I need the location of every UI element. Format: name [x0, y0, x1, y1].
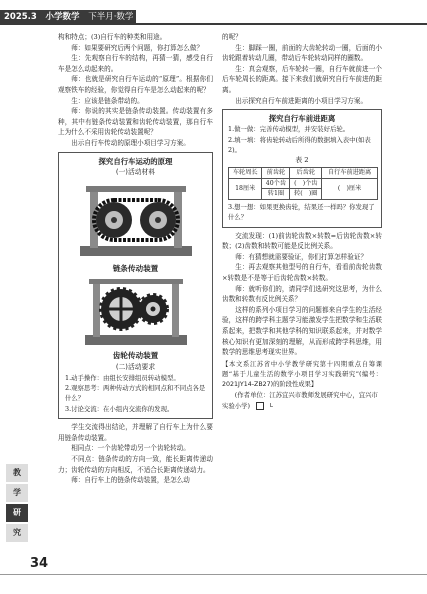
requirement-item: 1.动手操作：由组长安排组员转动模型。	[65, 373, 180, 382]
activity-box-principle	[58, 152, 213, 420]
requirements-heading: (二)活动要求	[115, 362, 156, 371]
header-banner	[0, 10, 136, 25]
left-column	[58, 32, 213, 486]
step-item: 1.做一做：完善传动模型，并安装好后轮。	[228, 125, 350, 134]
paragraph: 出示自行车传动的原理小项目学习方案。	[71, 138, 190, 147]
gear-drive-caption: 齿轮传动装置	[112, 350, 159, 360]
project-note: 【本文系江苏省中小学教学研究第十四期重点自筹课题“基于儿童生活的数学小项目学习实践研究”(编号：2021JY14-ZB27)的阶段性成果】	[222, 360, 382, 389]
paragraph: 师：自行车上的链条传动装置，是怎么动	[71, 476, 190, 485]
page-number: 34	[30, 556, 49, 571]
paragraph: 师：就听你们的，请同学们选研究这思考，为什么齿数和转数有反比例关系？	[222, 284, 382, 304]
paragraph: 不同点：链条传动的方向一致，能长距离传递动力；齿轮传动的方向相反，不适合长距离传递动力。	[58, 454, 213, 474]
section-tab: 学	[6, 484, 28, 502]
activity-box-distance	[222, 109, 382, 228]
paragraph: 师：你说的其实是链条传动装置。传动装置有多种，其中有链条传动装置和齿轮传动装置，那自行车上为什么不采用齿轮传动装置呢？	[58, 107, 213, 137]
section-tab: 究	[6, 524, 28, 542]
issue-number: 2025.3	[4, 12, 37, 22]
paragraph: 这样的系列小项目学习的问题都来自学生的生活经验，这样的跨学科主题学习能激发学生把数学和生活联系起来，把数学和其他学科的知识联系起来，并对数学核心知识有更加深刻的理解，从而形成跨学科思维，用数学的思维思考现实世界。	[222, 305, 382, 357]
author-affiliation	[222, 390, 382, 411]
author-text: (作者单位：江苏宜兴市教师发展研究中心，宜兴市实验小学)	[222, 391, 378, 410]
magazine-name: 小学数学	[45, 12, 80, 22]
step-item: 2.填一填：将齿轮转动后所得的数据填入表中(如表2)。	[228, 135, 371, 154]
section-tab: 教	[6, 464, 28, 482]
table-cell: 转( )圈	[290, 189, 322, 200]
end-mark-icon: L	[256, 402, 264, 410]
header-rule	[136, 23, 427, 25]
paragraph: 师：有猜想就需要验证，你们打算怎样验证？	[235, 252, 368, 261]
table-cell: 40个齿	[262, 178, 290, 189]
paragraph: 出示探究自行车前进距离的小项目学习方案。	[235, 96, 368, 105]
table-cell: ( )个齿	[290, 178, 322, 189]
box-title: 探究自行车前进距离	[268, 114, 336, 124]
paragraph: 生：应该是链条带动的。	[71, 96, 144, 105]
step-item: 3.想一想：如果更换齿轮，结果还一样吗？你发现了什么？	[228, 202, 375, 222]
gear-drive-photo	[81, 277, 191, 349]
page-header	[0, 10, 427, 25]
table-header: 前齿轮	[262, 168, 290, 179]
paragraph: 的呢？	[222, 33, 242, 41]
section-tabs	[6, 464, 28, 544]
paragraph: 相同点：一个齿轮带动另一个齿轮转动。	[71, 444, 190, 453]
paragraph: 师：也就是研究自行车运动的“原理”。根据你们观察铁车的经验，你觉得自行车是怎么动起来的呢？	[58, 75, 213, 94]
table-header: 自行车前进距离	[322, 168, 378, 179]
table-header-row	[229, 168, 378, 179]
paragraph: 生：脚踩一圈，前面的大齿轮转动一圈，后面的小齿轮跟着转动几圈，带动后车轮转动同样的圈数。	[222, 43, 382, 63]
table-cell: 18厘米	[229, 178, 262, 199]
paragraph: 交流发现：(1)前齿轮齿数×转数=后齿轮齿数×转数；(2)齿数和转数可能是反比例关系。	[222, 231, 382, 251]
magazine-subtitle: 下半月·数学	[88, 12, 134, 22]
requirement-item: 2.观察思考：两种传动方式的相同点和不同点各是什么？	[65, 383, 206, 403]
paragraph: 构和特点；(3)自行车的种类和用途。	[58, 33, 167, 41]
box-title: 探究自行车运动的原理	[98, 156, 173, 166]
chain-drive-caption: 链条传动装置	[112, 263, 159, 273]
requirement-item: 3.讨论交流：在小组内交流你的发现。	[65, 404, 174, 413]
table-cell: ( )厘米	[322, 178, 378, 199]
paragraph: 生：再去观察其他型号的自行车，看看前齿轮齿数×转数是不是等于后齿轮齿数×转数。	[222, 263, 382, 283]
footer-rule	[0, 574, 427, 575]
section-tab-active: 研	[6, 504, 28, 522]
materials-heading: (一)活动材料	[115, 167, 156, 176]
table-header: 车轮周长	[229, 168, 262, 179]
paragraph: 生：先观察自行车的结构，再猜一猜，感受自行车是怎么动起来的。	[58, 54, 213, 73]
table-header: 后齿轮	[290, 168, 322, 179]
paragraph: 生：真会观察，后车轮转一圈，自行车就前进一个后车轮周长的距离。接下来我们就研究自行车前进的距离。	[222, 64, 382, 94]
table-cell: 转1圈	[262, 189, 290, 200]
data-table	[228, 167, 378, 200]
right-column	[222, 32, 382, 411]
table-title: 表 2	[295, 156, 309, 165]
paragraph: 师：如果要研究后两个问题，你打算怎么做？	[71, 43, 204, 52]
table-row	[229, 178, 378, 189]
chain-drive-photo	[76, 180, 196, 262]
paragraph: 学生交流得出结论，并理解了自行车上为什么要用链条传动装置。	[58, 423, 213, 442]
